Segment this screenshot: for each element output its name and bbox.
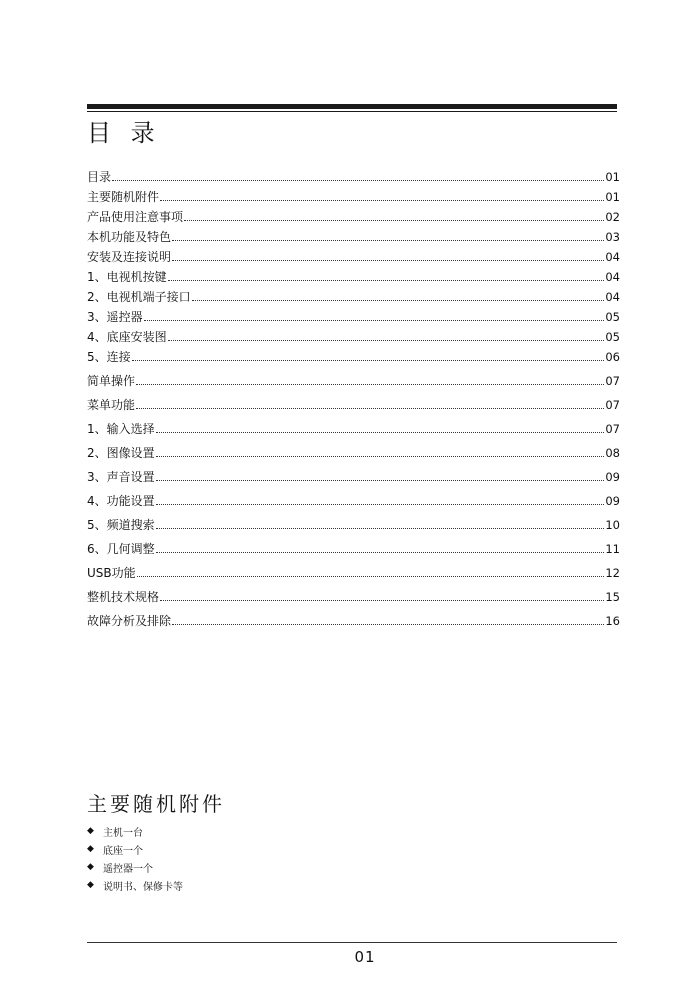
toc-leader-dots [156,504,605,505]
toc-entry-label: 1、输入选择 [87,422,155,436]
toc-entry-page: 10 [605,518,620,532]
diamond-bullet-icon: ◆ [87,844,94,854]
toc-entry-page: 09 [605,494,620,508]
toc-entry[interactable] [87,344,620,364]
toc-title: 目 录 [87,119,161,147]
toc-entry-label: 主要随机附件 [87,190,160,204]
diamond-bullet-icon: ◆ [87,826,94,836]
toc-entry-label: 本机功能及特色 [87,230,172,244]
toc-entry-label: 5、连接 [87,350,131,364]
toc-entry-label: 6、几何调整 [87,542,155,556]
toc-leader-dots [136,408,604,409]
toc-entry-page: 11 [605,542,620,556]
toc-entry-page: 07 [605,374,620,388]
toc-entry-page: 07 [605,398,620,412]
toc-entry[interactable] [87,224,620,244]
toc-entry[interactable] [87,304,620,324]
toc-entry-page: 12 [605,566,620,580]
toc-leader-dots [160,600,604,601]
page-number: 01 [354,948,376,966]
toc-entry-label: 故障分析及排除 [87,614,172,628]
toc-entry-page: 01 [605,190,620,204]
toc-entry[interactable] [87,368,620,388]
toc-leader-dots [184,220,604,221]
toc-entry[interactable] [87,324,620,344]
toc-entry-label: 1、电视机按键 [87,270,167,284]
toc-entry-label: 5、频道搜索 [87,518,155,532]
toc-entry[interactable] [87,440,620,460]
toc-entry[interactable] [87,488,620,508]
toc-entry-label: 3、声音设置 [87,470,155,484]
toc-entry[interactable] [87,536,620,556]
toc-entry[interactable] [87,512,620,532]
toc-entry-page: 07 [605,422,620,436]
toc-leader-dots [156,528,605,529]
toc-entry-page: 02 [605,210,620,224]
toc-leader-dots [112,180,604,181]
accessory-item [87,876,183,894]
toc-entry[interactable] [87,608,620,628]
toc-leader-dots [136,384,604,385]
toc-leader-dots [144,320,605,321]
accessory-label: 底座一个 [103,845,143,857]
toc-leader-dots [168,280,605,281]
accessories-list [87,822,183,894]
toc-entry[interactable] [87,264,620,284]
toc-leader-dots [172,624,604,625]
toc-entry-page: 15 [605,590,620,604]
toc-entry-page: 09 [605,470,620,484]
toc-entry-label: 2、电视机端子接口 [87,290,191,304]
toc-entry[interactable] [87,392,620,412]
diamond-bullet-icon: ◆ [87,862,94,872]
toc-leader-dots [137,576,605,577]
footer-rule [87,942,617,943]
toc-entry-label: 2、图像设置 [87,446,155,460]
toc-entry-page: 08 [605,446,620,460]
toc-leader-dots [172,240,604,241]
toc-entry-label: 4、底座安装图 [87,330,167,344]
toc-entry-label: 菜单功能 [87,398,136,412]
toc-entry-page: 04 [605,270,620,284]
accessories-title: 主要随机附件 [87,792,225,816]
header-rule-thick [87,104,617,109]
toc-entry[interactable] [87,244,620,264]
toc-leader-dots [168,340,605,341]
accessory-item [87,840,183,858]
toc-entry-label: 4、功能设置 [87,494,155,508]
toc-entry-page: 05 [605,330,620,344]
toc-entry[interactable] [87,560,620,580]
accessory-label: 主机一台 [103,827,143,839]
toc-entry[interactable] [87,204,620,224]
toc-entry[interactable] [87,284,620,304]
toc-entry-page: 05 [605,310,620,324]
diamond-bullet-icon: ◆ [87,880,94,890]
toc-entry[interactable] [87,164,620,184]
toc-entry-label: 3、遥控器 [87,310,143,324]
accessory-item [87,822,183,840]
toc-leader-dots [132,360,605,361]
toc-entry[interactable] [87,184,620,204]
toc-entry-label: 简单操作 [87,374,136,388]
header-rule-thin [87,111,617,112]
accessory-label: 说明书、保修卡等 [103,881,183,893]
toc-entry-page: 03 [605,230,620,244]
toc-entry[interactable] [87,416,620,436]
toc-entry-page: 01 [605,170,620,184]
toc-leader-dots [156,480,605,481]
toc-entry-label: 整机技术规格 [87,590,160,604]
toc-leader-dots [192,300,605,301]
toc-leader-dots [160,200,604,201]
toc-entry-page: 04 [605,290,620,304]
toc-entry-label: 安装及连接说明 [87,250,172,264]
toc-leader-dots [172,260,604,261]
accessory-item [87,858,183,876]
toc-entry-label: USB功能 [87,566,136,580]
toc-entry-page: 16 [605,614,620,628]
toc-entry-page: 04 [605,250,620,264]
toc-entry[interactable] [87,464,620,484]
toc-leader-dots [156,552,605,553]
toc-entry[interactable] [87,584,620,604]
toc-leader-dots [156,456,605,457]
toc-entry-page: 06 [605,350,620,364]
toc-list [87,164,620,628]
toc-leader-dots [156,432,605,433]
accessory-label: 遥控器一个 [103,863,153,875]
toc-entry-label: 目录 [87,170,112,184]
toc-entry-label: 产品使用注意事项 [87,210,184,224]
